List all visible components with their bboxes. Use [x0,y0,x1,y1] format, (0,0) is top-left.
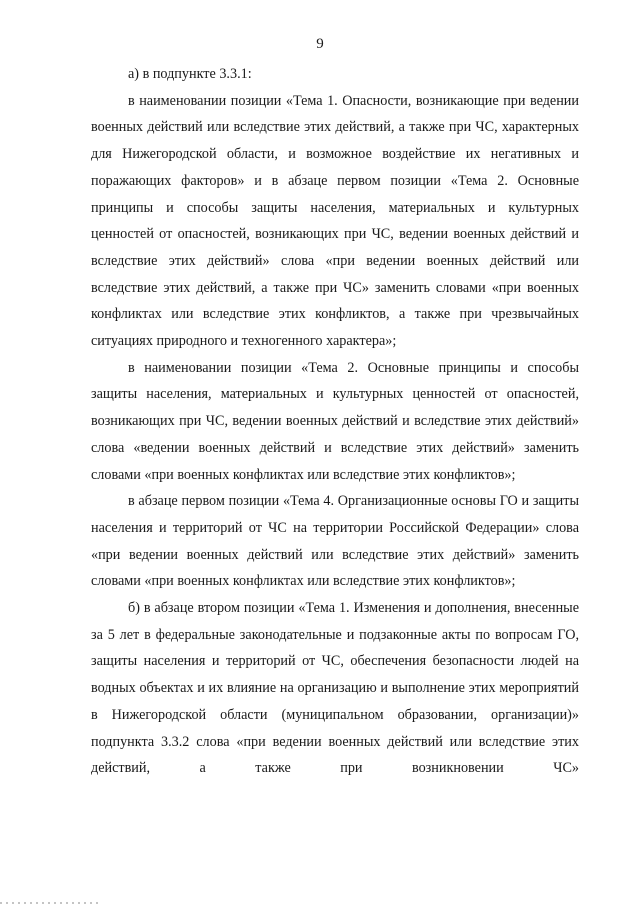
paragraph-theme-1-and-2: в наименовании позиции «Тема 1. Опасности, возникающие при ведении военных действий или вследствие этих действий, а также при ЧС, характерных для Нижегородской области, и возможное воздействие их негативных и поражающих факторов» и в абзаце первом позиции «Тема 2. Основные принципы и способы защиты населения, материальных и культурных ценностей от опасностей, возникающих при ЧС, ведении военных действий и вследствие этих действий» слова «при ведении военных действий или вследствие этих действий, а также при ЧС» заменить словами «при военных конфликтах или вследствие этих конфликтов, а также при чрезвычайных ситуациях природного и техногенного характера»; [91,92,579,350]
paragraph-theme-2-name: в наименовании позиции «Тема 2. Основные принципы и способы защиты населения, материальных и культурных ценностей от опасностей, возникающих при ЧС, ведении военных действий и вследствие этих действий» слова «ведении военных действий и вследствие этих действий» заменить словами «при военных конфликтах или вследствие этих конфликтов»; [91,359,579,483]
paragraph-theme-4: в абзаце первом позиции «Тема 4. Организационные основы ГО и защиты населения и территорий от ЧС на территории Российской Федерации» слова «при ведении военных действий или вследствие этих действий» заменить словами «при военных конфликтах или вследствие этих конфликтов»; [91,493,579,590]
paragraph-subpoint-a: а) в подпункте 3.3.1: [128,66,252,82]
scan-edge-marks [0,899,640,905]
paragraph-subpoint-b: б) в абзаце втором позиции «Тема 1. Изменения и дополнения, внесенные за 5 лет в федеральные законодательные и подзаконные акты по вопросам ГО, защиты населения и территорий от ЧС, обеспечения безопасности людей на водных объектах и их влияние на организацию и выполнение этих мероприятий в Нижегородской области (муниципальном образовании, организации)» подпункта 3.3.2 слова «при ведении военных действий или вследствие этих действий, а также при возникновении ЧС» [91,600,579,777]
page-number: 9 [316,36,324,52]
document-body [91,61,579,782]
